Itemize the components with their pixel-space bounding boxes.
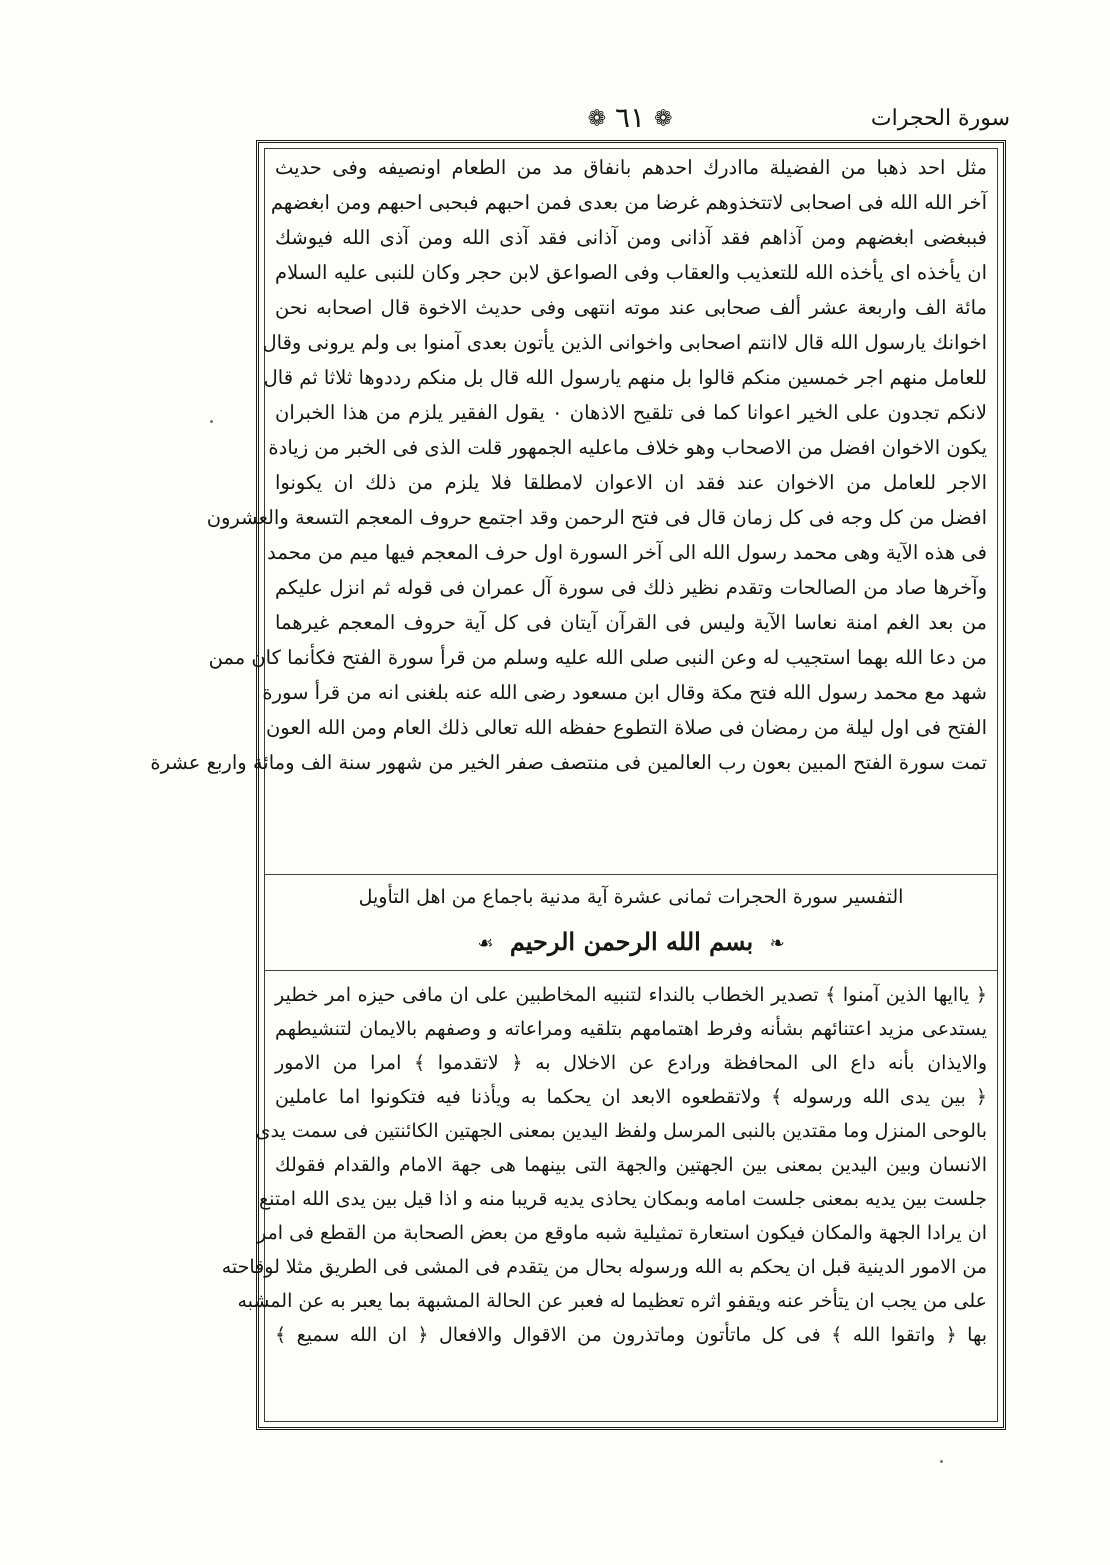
basmala-heading <box>275 922 987 964</box>
surah-running-title: سورة الحجرات <box>870 106 1010 131</box>
text-line: آخر الله الله فى اصحابى لاتتخذوهم غرضا من بعدى فمن احبهم فبحبى احبهم ومن ابغضهم <box>270 191 987 214</box>
text-line: من الامور الدينية قبل ان يحكم به الله ورسوله بحال من يتقدم فى المشى فى الطريق مثلا لوقاحته <box>221 1256 987 1278</box>
right-flourish-ornament: ❁ <box>587 106 607 132</box>
text-line: للعامل منهم اجر خمسين منكم قالوا بل منهم يارسول الله قال بل منكم رددوها ثلاثا ثم قال <box>263 366 987 389</box>
section-divider <box>264 970 998 971</box>
page-number-value: ٦١ <box>614 101 646 134</box>
text-line: مثل احد ذهبا من الفضيلة ماادرك احدهم بانفاق مد من الطعام اونصيفه وفى حديث <box>275 156 987 179</box>
basmala-text: بسم الله الرحمن الرحيم <box>509 927 754 956</box>
text-line: الفتح فى اول ليلة من رمضان فى صلاة التطوع حفظه الله تعالى ذلك العام ومن الله العون <box>265 716 987 739</box>
text-line: ﴿ بين يدى الله ورسوله ﴾ ولاتقطعوه الابعد ان يحكما به ويأذنا فيه فتكونوا اما عاملين <box>275 1086 987 1108</box>
text-line: بها ﴿ واتقوا الله ﴾ فى كل ماتأتون وماتذرون من الاقوال والافعال ﴿ ان الله سميع ﴾ <box>275 1324 987 1346</box>
text-line: ان يأخذه اى يأخذه الله للتعذيب والعقاب وفى الصواعق لابن حجر وكان للنبى عليه السلام <box>275 261 987 284</box>
text-line: ﴿ ياايها الذين آمنوا ﴾ تصدير الخطاب بالنداء لتنبيه المخاطبين على ان مافى حيزه امر خطير <box>275 984 987 1006</box>
upper-commentary-block <box>150 150 987 780</box>
text-line: من بعد الغم امنة نعاسا الآية وليس فى القرآن آيتان فى كل آية حروف المعجم غيرهما <box>275 611 987 634</box>
text-line: اخوانك يارسول الله قال لاانتم اصحابى واخوانى الذين يأتون بعدى آمنوا بى ولم يرونى وقال <box>262 331 987 354</box>
basmala-left-ornament: ❧ <box>769 932 785 954</box>
section-divider <box>264 874 998 875</box>
text-line: على من يجب ان يتأخر عنه ويقفو اثره تعظيما له فعبر عن الحالة المشبهة بما يعبر به عن المشبه <box>237 1290 987 1312</box>
text-line: والايذان بأنه داع الى المحافظة ورادع عن الاخلال به ﴿ لاتقدموا ﴾ امرا من الامور <box>275 1052 987 1074</box>
text-line: افضل من كل وجه فى كل زمان قال فى فتح الرحمن وقد اجتمع حروف المعجم التسعة والعشرون <box>206 506 987 529</box>
scan-speck <box>940 1460 943 1463</box>
left-flourish-ornament: ❁ <box>653 106 673 132</box>
page-header <box>250 100 1010 136</box>
text-line: تمت سورة الفتح المبين بعون رب العالمين فى منتصف صفر الخير من شهور سنة الف ومائة واربع عشرة <box>150 751 987 774</box>
text-line: ان يرادا الجهة والمكان فيكون استعارة تمثيلية شبه ماوقع من بعض الصحابة من القطع فى امر <box>257 1222 987 1244</box>
text-line: لانكم تجدون على الخير اعوانا كما فى تلقيح الاذهان ٠ يقول الفقير يلزم من هذا الخبران <box>275 401 987 424</box>
text-line: الانسان وبين اليدين بمعنى بين الجهتين والجهة التى بينهما هى جهة الامام والقدام فقولك <box>275 1154 987 1176</box>
text-line: فى هذه الآية وهى محمد رسول الله الى آخر السورة اول حرف المعجم فيها ميم من محمد <box>267 541 987 564</box>
text-line: يكون الاخوان افضل من الاصحاب وهو خلاف ماعليه الجمهور قلت الذى فى الخبر من زيادة <box>268 436 987 459</box>
surah-intro-line: التفسير سورة الحجرات ثمانى عشرة آية مدنية باجماع من اهل التأويل <box>358 886 904 908</box>
text-line: جلست بين يديه بمعنى جلست امامه وبمكان يحاذى يديه قريبا منه و اذا قيل بين يدى الله امتنع <box>259 1188 987 1210</box>
text-line: بالوحى المنزل وما مقتدين بالنبى المرسل ولفظ اليدين بمعنى الجهتين الكائنتين فى سمت يدى <box>255 1120 987 1142</box>
text-line: وآخرها صاد من الصالحات وتقدم نظير ذلك فى سورة آل عمران فى قوله ثم انزل عليكم <box>275 576 987 599</box>
text-line: يستدعى مزيد اعتنائهم بشأنه وفرط اهتمامهم بتلقيه ومراعاته و وصفهم بالايمان لتنشيطهم <box>275 1018 987 1040</box>
scan-speck <box>210 420 213 423</box>
text-line: الاجر للعامل من الاخوان عند فقد ان الاعوان لامطلقا فلا يلزم من ذلك ان يكونوا <box>275 471 987 494</box>
text-line: من دعا الله بهما استجيب له وعن النبى صلى الله عليه وسلم من قرأ سورة الفتح فكأنما كان ممن <box>208 646 987 669</box>
page-number <box>588 100 673 138</box>
text-line: مائة الف واربعة عشر ألف صحابى عند موته انتهى وفى حديث الاخوة قال اصحابه نحن <box>275 296 987 319</box>
text-line: شهد مع محمد رسول الله فتح مكة وقال ابن مسعود رضى الله عنه بلغنى انه من قرأ سورة <box>262 681 987 704</box>
text-line: فببغضى ابغضهم ومن آذاهم فقد آذانى ومن آذانى فقد آذى الله ومن آذى الله فيوشك <box>275 226 987 249</box>
basmala-right-ornament: ☙ <box>477 932 494 954</box>
lower-commentary-block <box>221 978 987 1352</box>
